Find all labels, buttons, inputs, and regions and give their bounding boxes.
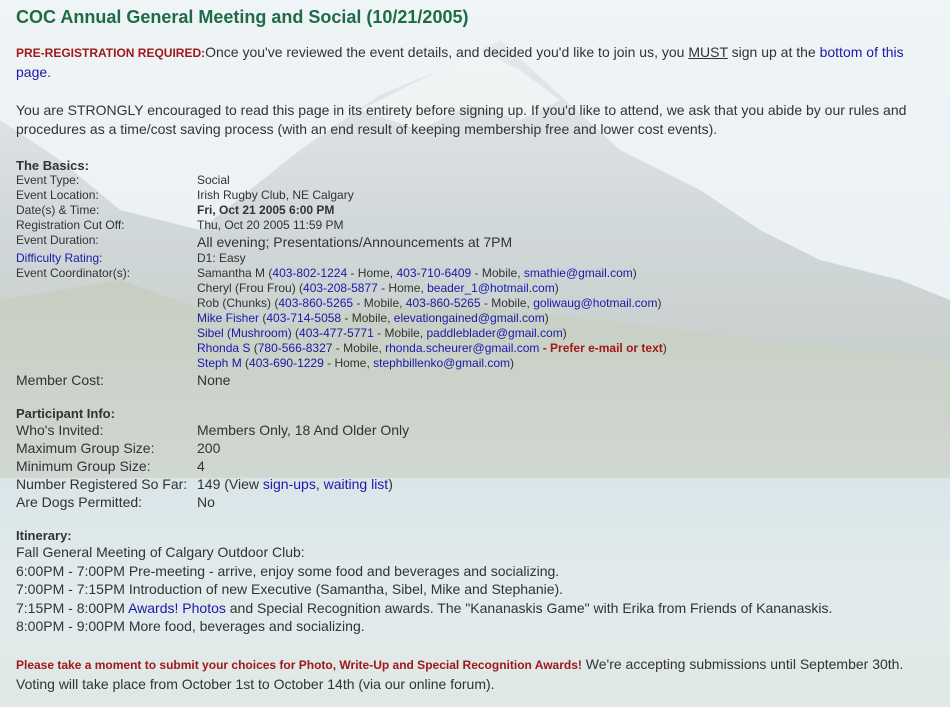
coordinator-email-link[interactable]: smathie@gmail.com	[523, 266, 633, 280]
photos-link[interactable]: Photos	[182, 599, 226, 616]
dates-value: Fri, Oct 21 2005 6:00 PM	[197, 203, 335, 217]
coordinator-phone-link[interactable]: 403-690-1229	[249, 356, 324, 370]
coordinator-note: - Prefer e-mail or text	[539, 341, 663, 355]
max-group-value: 200	[197, 440, 221, 456]
coordinator-email-link[interactable]: stephbillenko@gmail.com	[373, 356, 511, 370]
participant-heading: Participant Info:	[16, 406, 115, 421]
dogs-label: Are Dogs Permitted:	[16, 494, 143, 510]
coordinator-name[interactable]: Rhonda S	[197, 341, 251, 355]
coordinator-phone-link[interactable]: 403-714-5058	[266, 311, 342, 325]
duration-label: Event Duration:	[16, 233, 99, 247]
coordinator-name[interactable]: Steph M	[197, 356, 242, 370]
coordinator-phone-link[interactable]: 403-860-5265	[405, 296, 481, 310]
coordinator-phone-link[interactable]: 403-860-5265	[278, 296, 354, 310]
coordinator-entry: Steph M (403-690-1229 - Home, stephbillenko@gmail.com)	[197, 356, 515, 370]
min-group-label: Minimum Group Size:	[16, 458, 151, 474]
coordinator-entry: Rhonda S (780-566-8327 - Mobile, rhonda.scheurer@gmail.com - Prefer e-mail or text)	[197, 341, 667, 355]
registered-value: 149 (View sign-ups, waiting list)	[197, 476, 393, 492]
coordinator-email-link[interactable]: paddleblader@gmail.com	[426, 326, 563, 340]
coordinator-name: Rob (Chunks)	[197, 296, 272, 310]
basics-heading: The Basics:	[16, 158, 89, 173]
min-group-value: 4	[197, 458, 205, 474]
event-type-value: Social	[197, 173, 230, 187]
registered-label: Number Registered So Far:	[16, 476, 188, 492]
phone-type: - Mobile,	[471, 266, 524, 280]
coordinator-name[interactable]: Sibel (Mushroom)	[197, 326, 292, 340]
coordinator-name[interactable]: Mike Fisher	[197, 311, 260, 325]
preregistration-notice: PRE-REGISTRATION REQUIRED:Once you've reviewed the event details, and decided you'd like to join us, you MUST sign up at the bottom of this page.	[16, 44, 904, 80]
coordinator-email-link[interactable]: rhonda.scheurer@gmail.com	[385, 341, 540, 355]
coordinator-name: Cheryl (Frou Frou)	[197, 281, 296, 295]
coordinator-email-link[interactable]: goliwaug@hotmail.com	[533, 296, 658, 310]
member-cost-value: None	[197, 372, 231, 388]
awards-notice: Please take a moment to submit your choices for Photo, Write-Up and Special Recognition Awards! We're accepting submissions until September 30th. Voting will take place from October 1st to October 14th (via our online forum).	[16, 655, 904, 692]
itinerary-line: 7:15PM - 8:00PM Awards! Photos and Special Recognition awards. The "Kananaskis Game" with Erika from Friends of Kananaskis.	[16, 599, 833, 616]
phone-type: - Mobile,	[341, 311, 394, 325]
event-type-label: Event Type:	[16, 173, 80, 187]
event-location-value: Irish Rugby Club, NE Calgary	[197, 188, 354, 202]
coordinator-phone-link[interactable]: 403-477-5771	[299, 326, 374, 340]
basics-section	[16, 158, 934, 389]
event-location-label: Event Location:	[16, 188, 99, 202]
signups-link[interactable]: sign-ups	[262, 476, 316, 492]
participant-section	[16, 406, 934, 511]
coordinator-phone-link[interactable]: 780-566-8327	[257, 341, 333, 355]
awards-notice-highlight: Please take a moment to submit your choices for Photo, Write-Up and Special Recognition Awards!	[16, 657, 582, 672]
preregistration-label: PRE-REGISTRATION REQUIRED:	[16, 46, 206, 60]
phone-type: - Home,	[347, 266, 397, 280]
phone-type: - Mobile,	[373, 326, 427, 340]
coordinator-entry: Cheryl (Frou Frou) (403-208-5877 - Home, beader_1@hotmail.com)	[197, 281, 559, 295]
coordinator-entry: Rob (Chunks) (403-860-5265 - Mobile, 403-860-5265 - Mobile, goliwaug@hotmail.com)	[197, 296, 662, 310]
max-group-label: Maximum Group Size:	[16, 440, 155, 456]
coordinator-name: Samantha M	[197, 266, 266, 280]
duration-value: All evening; Presentations/Announcements at 7PM	[197, 234, 513, 250]
difficulty-value: D1: Easy	[197, 251, 246, 265]
page-title: COC Annual General Meeting and Social (10/21/2005)	[16, 7, 469, 27]
itinerary-heading: Itinerary:	[16, 528, 72, 543]
bottom-of-page-link[interactable]: bottom of this page	[16, 44, 904, 80]
must-text: MUST	[688, 44, 728, 60]
coordinator-entry: Sibel (Mushroom) (403-477-5771 - Mobile, paddleblader@gmail.com)	[197, 326, 567, 340]
cutoff-value: Thu, Oct 20 2005 11:59 PM	[197, 218, 344, 232]
member-cost-label: Member Cost:	[16, 372, 104, 388]
coordinator-entry: Mike Fisher (403-714-5058 - Mobile, elevationgained@gmail.com)	[197, 311, 549, 325]
coordinator-email-link[interactable]: beader_1@hotmail.com	[427, 281, 555, 295]
coordinator-entry: Samantha M (403-802-1224 - Home, 403-710-6409 - Mobile, smathie@gmail.com)	[197, 266, 637, 280]
coordinator-phone-link[interactable]: 403-802-1224	[272, 266, 348, 280]
itinerary-line: 6:00PM - 7:00PM Pre-meeting - arrive, enjoy some food and beverages and socializing.	[16, 562, 560, 579]
waiting-list-link[interactable]: waiting list	[323, 476, 389, 492]
coordinator-phone-link[interactable]: 403-208-5877	[303, 281, 378, 295]
itinerary-line: 7:00PM - 7:15PM Introduction of new Executive (Samantha, Sibel, Mike and Stephanie).	[16, 581, 564, 597]
coordinator-phone-link[interactable]: 403-710-6409	[396, 266, 472, 280]
itinerary-section	[16, 528, 934, 636]
phone-type: - Home,	[323, 356, 374, 370]
phone-type: - Mobile,	[353, 296, 406, 310]
dates-label: Date(s) & Time:	[16, 203, 100, 217]
phone-type: - Mobile,	[332, 341, 386, 355]
cutoff-label: Registration Cut Off:	[16, 218, 125, 232]
phone-type: - Home,	[377, 281, 428, 295]
dogs-value: No	[197, 494, 215, 510]
coordinator-email-link[interactable]: elevationgained@gmail.com	[393, 311, 545, 325]
invited-value: Members Only, 18 And Older Only	[197, 422, 410, 438]
itinerary-line: 8:00PM - 9:00PM More food, beverages and socializing.	[16, 618, 365, 634]
invited-label: Who's Invited:	[16, 422, 104, 438]
awards-link[interactable]: Awards!	[128, 599, 179, 616]
strongly-encouraged-text: You are STRONGLY encouraged to read this page in its entirety before signing up. If you'd like to attend, we ask that you abide by our rules and procedures as a time/cost saving process (with an end result of keeping membership free and lower cost events).	[16, 102, 907, 137]
phone-type: - Mobile,	[480, 296, 534, 310]
coordinators-label: Event Coordinator(s):	[16, 266, 131, 280]
itinerary-line: Fall General Meeting of Calgary Outdoor Club:	[16, 544, 305, 560]
coordinator-list	[197, 266, 667, 371]
difficulty-rating-link[interactable]: Difficulty Rating:	[16, 251, 103, 265]
